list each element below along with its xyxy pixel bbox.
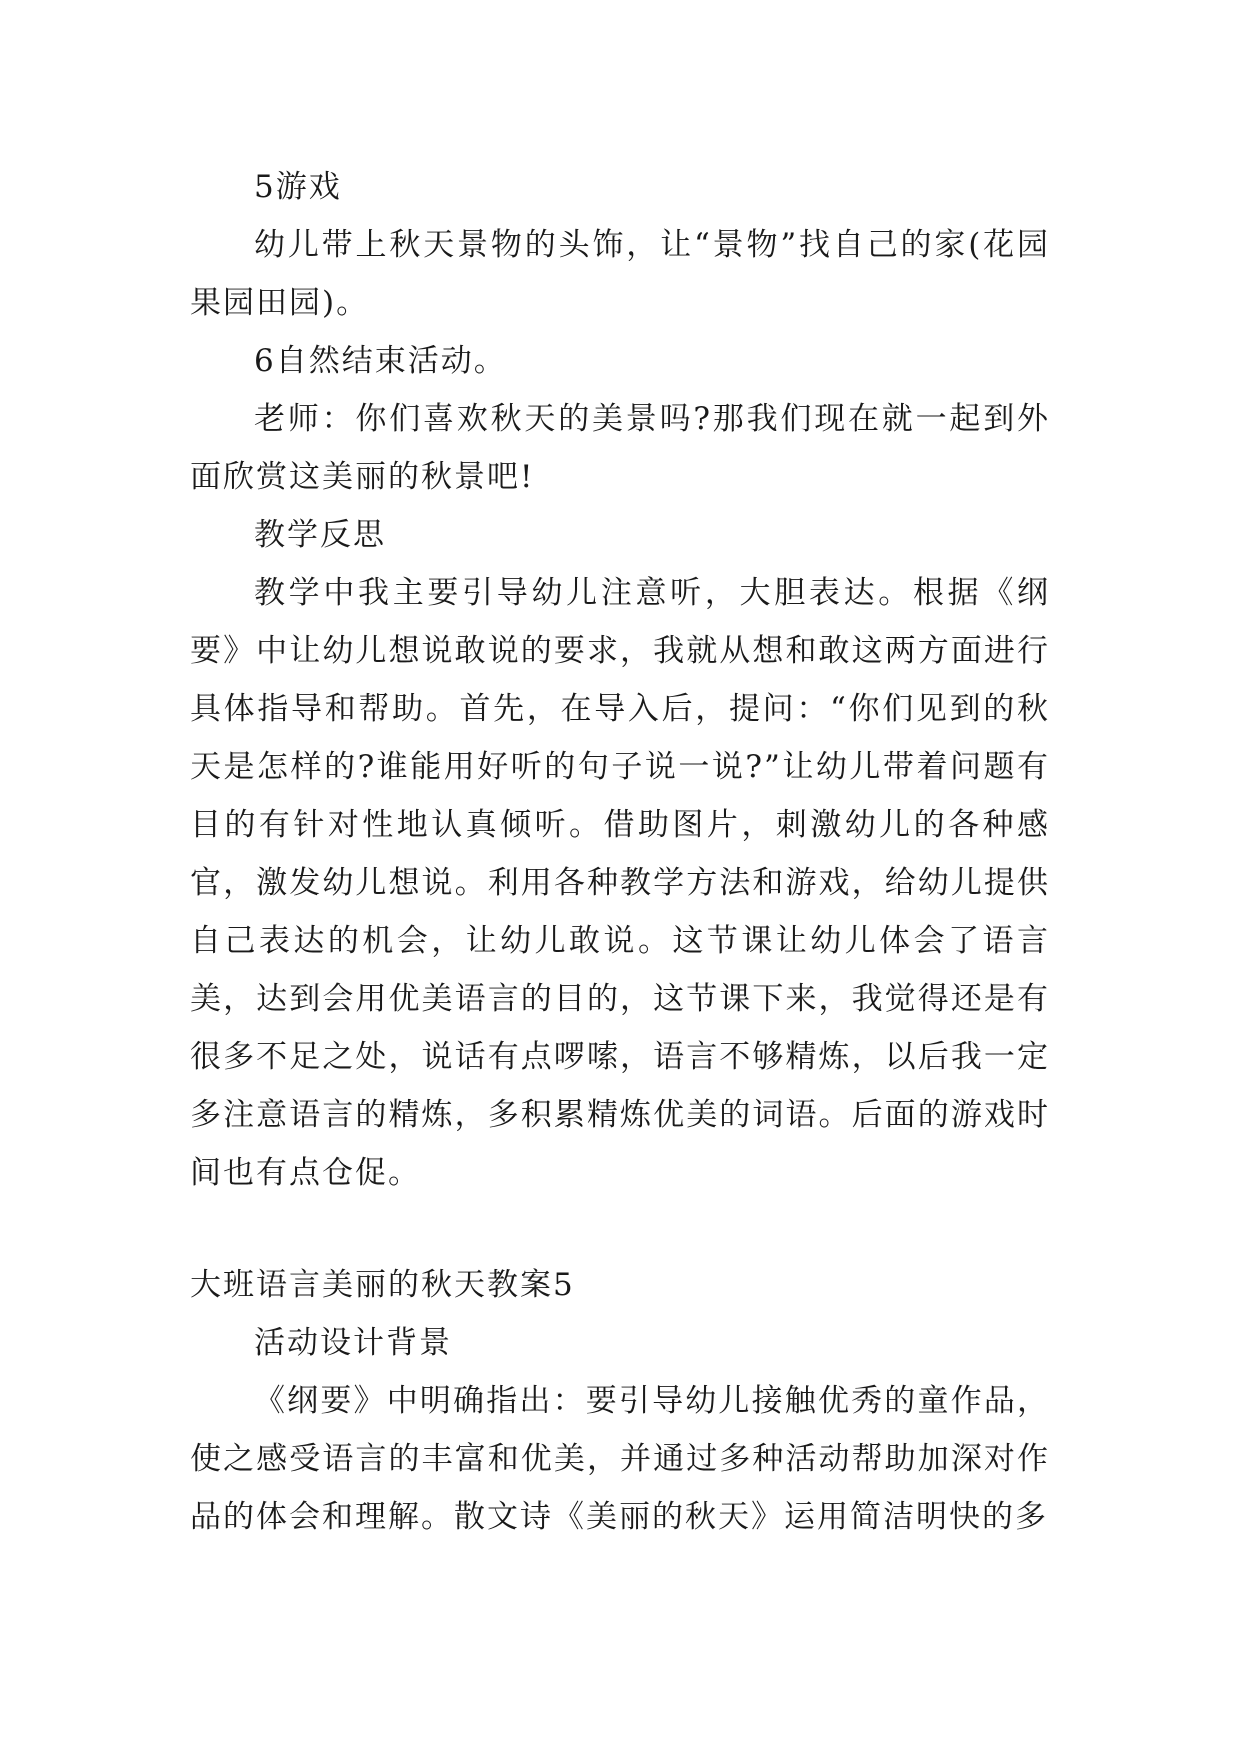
- paragraph-game-step: 5游戏: [254, 169, 342, 205]
- section-spacer: [190, 1202, 1050, 1256]
- section-title: 大班语言美丽的秋天教案5: [190, 1267, 575, 1303]
- document-body: [190, 158, 1050, 1546]
- paragraph-game-description: 幼儿带上秋天景物的头饰，让“景物”找自己的家(花园果园田园)。: [190, 227, 1050, 321]
- paragraph-reflection-heading: 教学反思: [254, 517, 386, 553]
- paragraph-teacher-quote: 老师：你们喜欢秋天的美景吗?那我们现在就一起到外面欣赏这美丽的秋景吧!: [190, 401, 1050, 495]
- paragraph-reflection-body: 教学中我主要引导幼儿注意听，大胆表达。根据《纲要》中让幼儿想说敢说的要求，我就从想和敢这两方面进行具体指导和帮助。首先，在导入后，提问：“你们见到的秋天是怎样的?谁能用好听的句子说一说?”让幼儿带着问题有目的有针对性地认真倾听。借助图片，刺激幼儿的各种感官，激发幼儿想说。利用各种教学方法和游戏，给幼儿提供自己表达的机会，让幼儿敢说。这节课让幼儿体会了语言美，达到会用优美语言的目的，这节课下来，我觉得还是有很多不足之处，说话有点啰嗦，语言不够精炼，以后我一定多注意语言的精炼，多积累精炼优美的词语。后面的游戏时间也有点仓促。: [190, 575, 1050, 1191]
- paragraph-end-activity: 6自然结束活动。: [254, 343, 507, 379]
- paragraph-background-body: 《纲要》中明确指出：要引导幼儿接触优秀的童作品，使之感受语言的丰富和优美，并通过多种活动帮助加深对作品的体会和理解。散文诗《美丽的秋天》运用简洁明快的多: [190, 1383, 1050, 1535]
- paragraph-background-heading: 活动设计背景: [254, 1325, 452, 1361]
